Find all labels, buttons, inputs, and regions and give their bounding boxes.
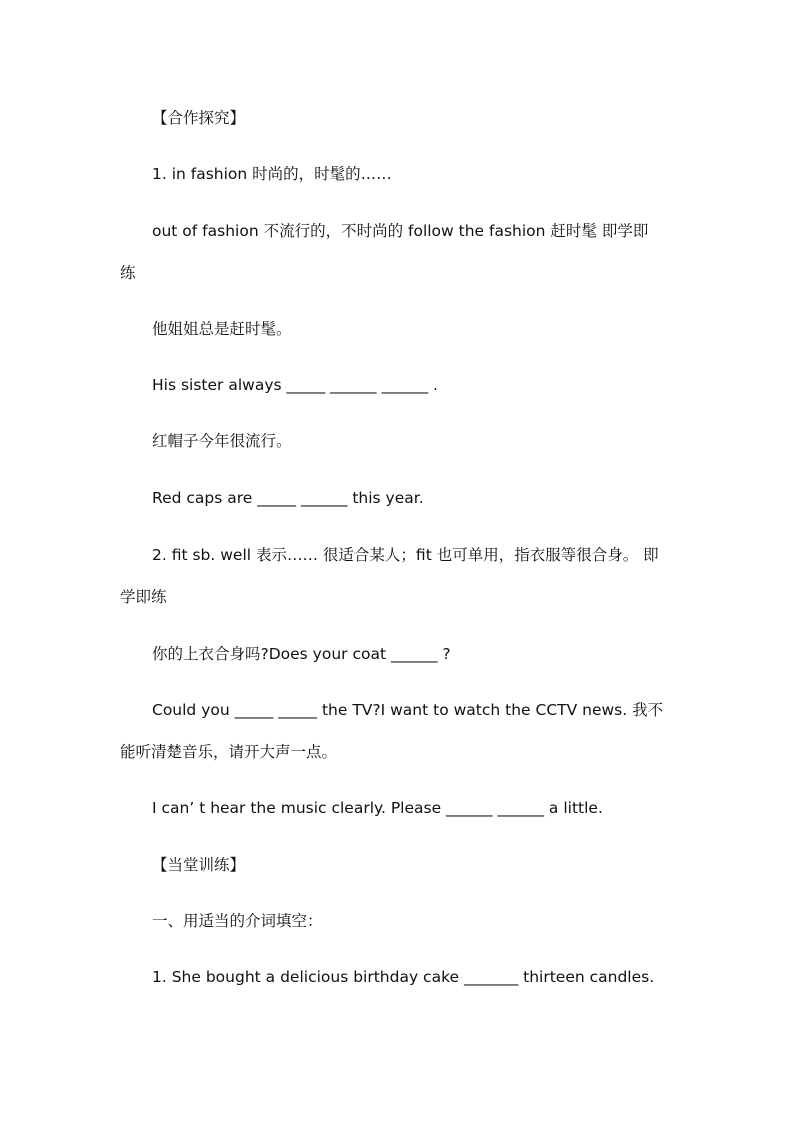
practice-coat-fit: 你的上衣合身吗?Does your coat ______ ? (152, 645, 451, 663)
practice-music-line: I can’ t hear the music clearly. Please ______ ______ a little. (152, 799, 603, 817)
vocab-item-fit-sb-well: 2. fit sb. well 表示…… 很适合某人；fit 也可单用，指衣服等很合身。 即 (152, 546, 659, 564)
exercise-instruction: 一、用适当的介词填空： (152, 912, 323, 930)
practice-chinese-2: 红帽子今年很流行。 (152, 432, 292, 450)
practice-tv-line: Could you _____ _____ the TV?I want to watch the CCTV news. 我不 (152, 701, 664, 719)
vocab-item-fit-sb-well-wrap: 学即练 (120, 588, 167, 606)
practice-tv-line-wrap: 能听清楚音乐，请开大声一点。 (120, 743, 338, 761)
section-heading-cooperative-inquiry: 【合作探究】 (152, 109, 246, 127)
practice-chinese-1: 他姐姐总是赶时髦。 (152, 320, 292, 338)
exercise-question-1: 1. She bought a delicious birthday cake _______ thirteen candles. (152, 968, 655, 986)
vocab-line-out-of-fashion: out of fashion 不流行的，不时尚的 follow the fashion 赶时髦 即学即 (152, 222, 649, 240)
practice-english-2: Red caps are _____ ______ this year. (152, 489, 424, 507)
vocab-line-out-of-fashion-wrap: 练 (120, 264, 136, 282)
section-heading-class-practice: 【当堂训练】 (152, 856, 246, 874)
vocab-item-in-fashion: 1. in fashion 时尚的，时髦的…… (152, 165, 392, 183)
practice-english-1: His sister always _____ ______ ______ . (152, 376, 438, 394)
